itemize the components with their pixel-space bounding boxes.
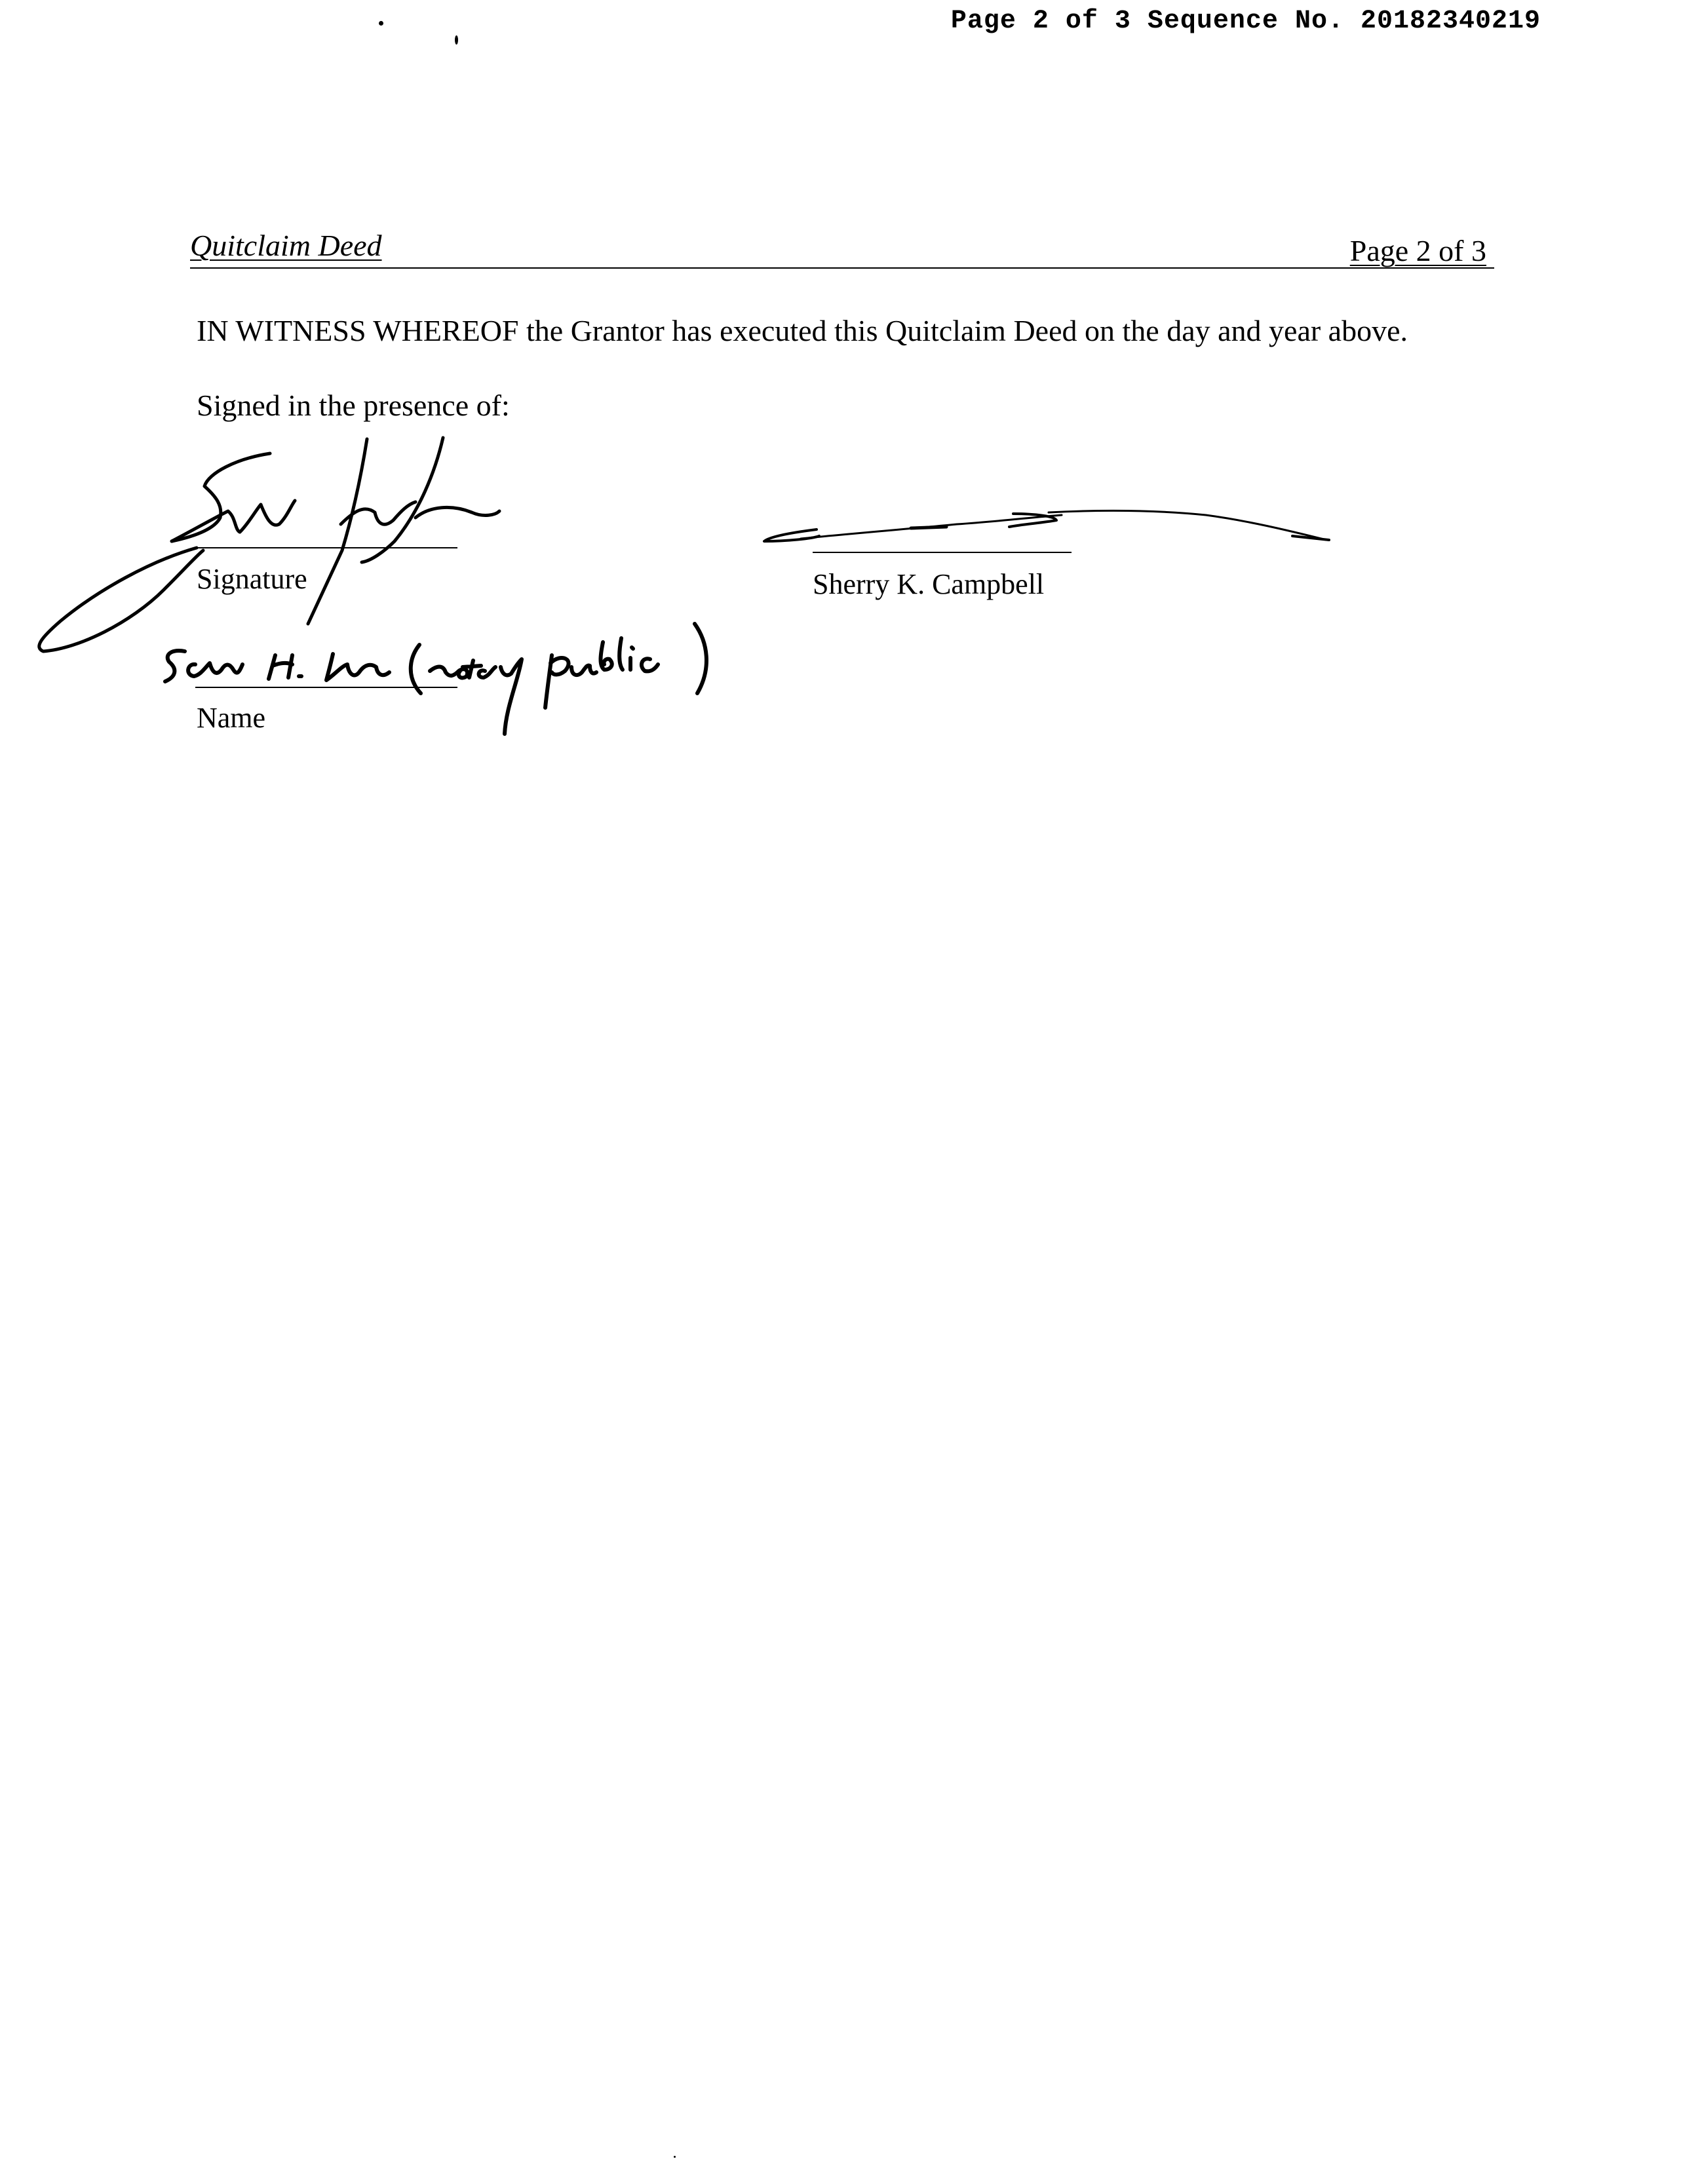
witness-clause: IN WITNESS WHEREOF the Grantor has executed this Quitclaim Deed on the day and year above.: [197, 314, 1408, 347]
grantor-name: Sherry K. Campbell: [813, 568, 1045, 600]
grantor-signature-mark: [764, 510, 1329, 541]
header-rule: [190, 267, 1494, 269]
witness-signature-label: Signature: [197, 563, 307, 595]
document-header: [190, 228, 1494, 267]
scan-speck: [455, 35, 458, 45]
witness-name-line: [195, 687, 457, 688]
witness-name-label: Name: [197, 702, 266, 734]
document-title: Quitclaim Deed: [190, 229, 382, 262]
scan-speck: [674, 2156, 676, 2158]
grantor-signature-line: [813, 552, 1072, 553]
presence-text: Signed in the presence of:: [197, 389, 510, 422]
witness-signature-line: [195, 547, 457, 548]
witness-signature-mark: [39, 438, 499, 651]
page-number: Page 2 of 3: [1349, 234, 1486, 267]
scan-sequence-stamp: Page 2 of 3 Sequence No. 20182340219: [950, 7, 1541, 36]
scan-speck: [379, 21, 383, 26]
